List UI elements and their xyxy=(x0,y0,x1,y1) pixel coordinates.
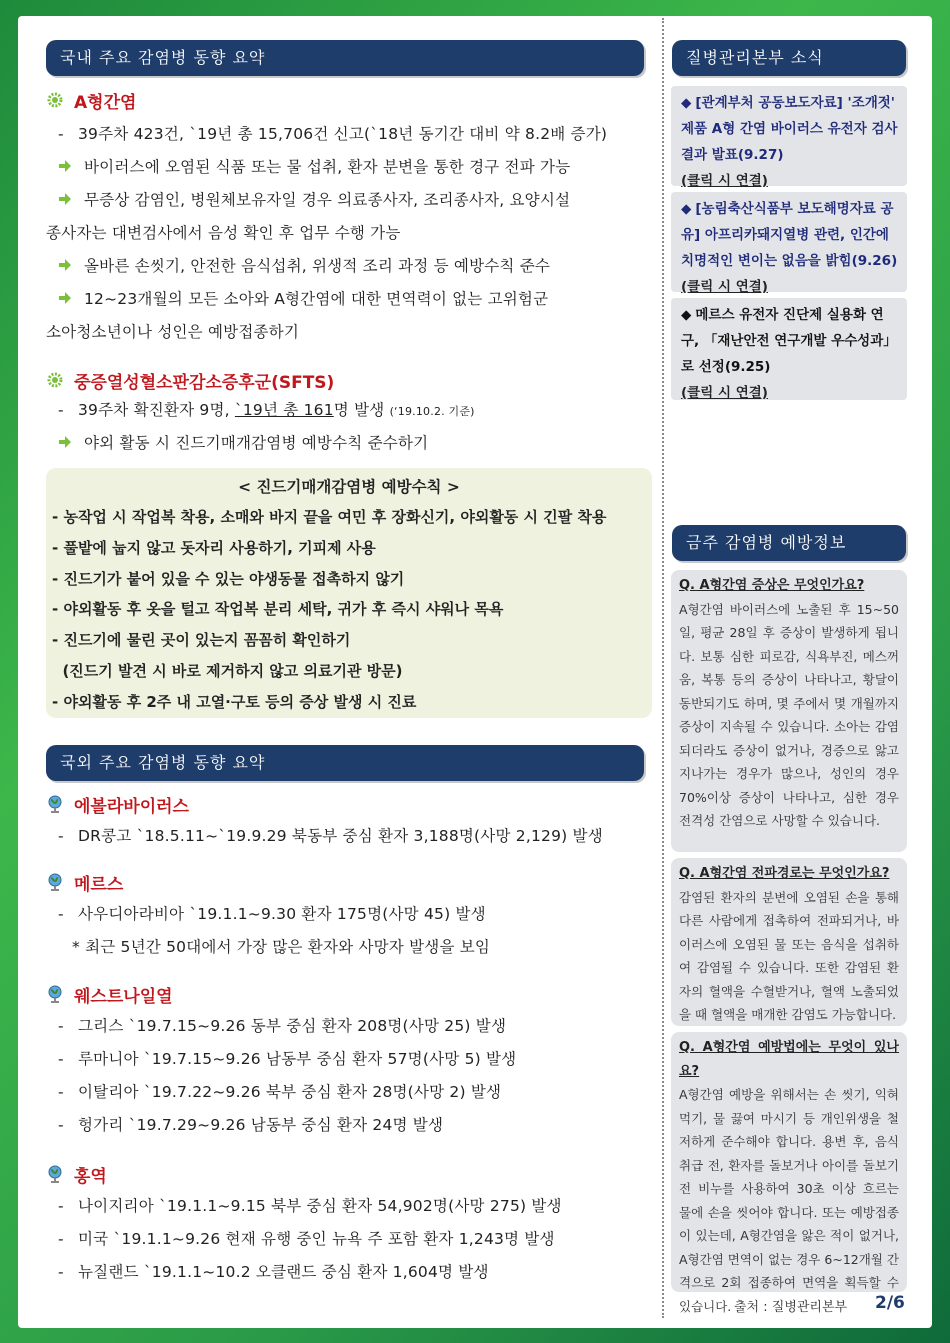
news-item-1[interactable] xyxy=(671,86,907,189)
measles-line-text: 뉴질랜드 `19.1.1~10.2 오클랜드 중심 환자 1,604명 발생 xyxy=(78,1263,489,1281)
mers-line-text: 사우디아라비아 `19.1.1~9.30 환자 175명(사망 45) 발생 xyxy=(78,905,486,923)
hep-a-line-1-text: 39주차 423건, `19년 총 15,706건 신고(`18년 동기간 대비 약 8.2배 증가) xyxy=(78,125,608,143)
westnile-title xyxy=(46,980,652,1008)
hep-a-arrow-2 xyxy=(46,184,652,217)
arrow-right-icon xyxy=(58,258,72,272)
arrow-right-icon xyxy=(58,435,72,449)
westnile-section xyxy=(46,980,652,1142)
tick-rule-item: - 진드기가 붙어 있을 수 있는 야생동물 접촉하지 않기 xyxy=(52,569,405,588)
hep-a-arrow-2-cont: 종사자는 대변검사에서 음성 확인 후 업무 수행 가능 xyxy=(46,224,401,242)
sfts-title xyxy=(46,366,652,394)
ebola-line-text: DR콩고 `18.5.11~`19.9.29 북동부 중심 환자 3,188명(사망 2,129) 발생 xyxy=(78,827,603,845)
tick-rule-item: - 농작업 시 작업복 착용, 소매와 바지 끝을 여민 후 장화신기, 야외활동 시 긴팔 착용 xyxy=(52,508,607,526)
sfts-section xyxy=(46,366,652,460)
qa-answer: A형간염 바이러스에 노출된 후 15~50일, 평균 28일 후 증상이 발생하게 됩니다. 보통 심한 피로감, 식욕부진, 메스꺼움, 복통 등의 증상이 나타나고, 황달이 동반되기도 하며, 몇 주에서 몇 개월까지 증상이 지속될 수 있습니다. 소아는 감염되더라도 증상이 없거나, 경증으로 앓고 지나가는 경우가 많으나, 성인의 경우 70%이상 증상이 나타나고, 심한 경우 전격성 간염으로 사망할 수 있습니다. xyxy=(679,601,899,828)
gear-icon xyxy=(46,371,64,389)
tick-rule-item: (진드기 발견 시 바로 제거하지 않고 의료기관 방문) xyxy=(52,661,403,680)
qa-question: Q. A형간염 예방법에는 무엇이 있나요? xyxy=(679,1040,899,1079)
westnile-line-text: 이탈리아 `19.7.22~9.26 북부 중심 환자 28명(사망 2) 발생 xyxy=(78,1083,502,1101)
hep-a-section xyxy=(46,86,652,349)
qa-answer: 감염된 환자의 분변에 오염된 손을 통해 다른 사람에게 접촉하여 전파되거나, 바이러스에 오염된 물 또는 음식을 섭취하여 감염될 수 있습니다. 또한 감염된 환자의 혈액을 수혈받거나, 혈액 노출되었을 때 혈액을 매개한 감염도 가능합니다. xyxy=(679,889,899,1022)
tick-rule-item: - 야외활동 후 옷을 털고 작업복 분리 세탁, 귀가 후 즉시 샤워나 목욕 xyxy=(52,600,504,619)
globe-icon xyxy=(46,985,64,1003)
westnile-line-text: 헝가리 `19.7.29~9.26 남동부 중심 환자 24명 발생 xyxy=(78,1116,444,1134)
hep-a-arrow-1-text: 바이러스에 오염된 식품 또는 물 섭취, 환자 분변을 통한 경구 전파 가능 xyxy=(84,158,571,176)
westnile-line-text: 그리스 `19.7.15~9.26 동부 중심 환자 208명(사망 25) 발생 xyxy=(78,1017,507,1035)
globe-icon xyxy=(46,873,64,891)
qa-question: Q. A형간염 증상은 무엇인가요? xyxy=(679,578,865,593)
measles-line-text: 나이지리아 `19.1.1~9.15 북부 중심 환자 54,902명(사망 275) 발생 xyxy=(78,1197,562,1215)
westnile-line: - 루마니아 `19.7.15~9.26 남동부 중심 환자 57명(사망 5) 발생 xyxy=(58,1050,517,1068)
diamond-bullet-icon: ◆ xyxy=(681,95,692,111)
tick-rule-item: - 풀밭에 눕지 않고 돗자리 사용하기, 기피제 사용 xyxy=(52,538,376,557)
sfts-line-1-underlined: `19년 총 161 xyxy=(234,401,334,419)
globe-icon xyxy=(46,795,64,813)
news-link[interactable]: (클릭 시 연결) xyxy=(681,279,768,295)
measles-section xyxy=(46,1160,652,1289)
tick-rule-item: - 진드기에 물린 곳이 있는지 꼼꼼히 확인하기 xyxy=(52,631,351,650)
column-divider xyxy=(662,18,664,1318)
news-header: 질병관리본부 소식 xyxy=(672,40,906,76)
overseas-header: 국외 주요 감염병 동향 요약 xyxy=(46,745,644,781)
hep-a-arrow-2-text: 무증상 감염인, 병원체보유자일 경우 의료종사자, 조리종사자, 요양시설 xyxy=(84,191,571,209)
mers-title-text: 메르스 xyxy=(74,874,124,895)
hep-a-line-1: - 39주차 423건, `19년 총 15,706건 신고(`18년 동기간 대비 약 8.2배 증가) xyxy=(58,125,608,143)
qa-card-1 xyxy=(671,570,907,852)
measles-line-text: 미국 `19.1.1~9.26 현재 유행 중인 뉴욕 주 포함 환자 1,243명 발생 xyxy=(78,1230,555,1248)
hep-a-arrow-4-cont: 소아청소년이나 성인은 예방접종하기 xyxy=(46,323,300,341)
source-footer: 출처 : 질병관리본부 xyxy=(734,1300,848,1315)
qa-question: Q. A형간염 전파경로는 무엇인가요? xyxy=(679,866,890,881)
ebola-title xyxy=(46,790,652,818)
hep-a-title xyxy=(46,86,652,114)
mers-line: - 사우디아라비아 `19.1.1~9.30 환자 175명(사망 45) 발생 xyxy=(58,905,486,923)
news-item-2[interactable] xyxy=(671,192,907,295)
measles-line: - 뉴질랜드 `19.1.1~10.2 오클랜드 중심 환자 1,604명 발생 xyxy=(58,1263,489,1281)
westnile-line: - 헝가리 `19.7.29~9.26 남동부 중심 환자 24명 발생 xyxy=(58,1116,444,1134)
mers-section xyxy=(46,868,652,964)
tick-rule-item: - 야외활동 후 2주 내 고열·구토 등의 증상 발생 시 진료 xyxy=(52,692,417,711)
news-item-text: [농림축산식품부 보도해명자료 공유] 아프리카돼지열병 관련, 인간에 치명적인 변이는 없음을 밝힘(9.26) xyxy=(681,201,898,269)
hep-a-arrow-3 xyxy=(46,250,652,283)
news-item-text: 메르스 유전자 진단제 실용화 연구, 「재난안전 연구개발 우수성과」로 선정(9.25) xyxy=(681,307,897,375)
news-item-3[interactable] xyxy=(671,298,907,400)
tick-prevention-box xyxy=(46,468,652,718)
arrow-right-icon xyxy=(58,159,72,173)
arrow-right-icon xyxy=(58,291,72,305)
sfts-line-1: - 39주차 확진환자 9명, `19년 총 161명 발생 (‘19.10.2. 기준) xyxy=(58,401,475,419)
hep-a-arrow-4-text: 12~23개월의 모든 소아와 A형간염에 대한 면역력이 없는 고위험군 xyxy=(84,290,549,308)
domestic-header: 국내 주요 감염병 동향 요약 xyxy=(46,40,644,76)
hep-a-arrow-1 xyxy=(46,151,652,184)
measles-line: - 나이지리아 `19.1.1~9.15 북부 중심 환자 54,902명(사망 275) 발생 xyxy=(58,1197,562,1215)
ebola-line: - DR콩고 `18.5.11~`19.9.29 북동부 중심 환자 3,188명(사망 2,129) 발생 xyxy=(58,827,603,845)
mers-title xyxy=(46,868,652,896)
hep-a-arrow-3-text: 올바른 손씻기, 안전한 음식섭취, 위생적 조리 과정 등 예방수칙 준수 xyxy=(84,257,551,275)
sfts-title-text: 중증열성혈소판감소증후군(SFTS) xyxy=(74,372,335,393)
hep-a-title-text: A형간염 xyxy=(74,92,137,113)
hep-a-arrow-4 xyxy=(46,283,652,316)
sfts-line-1-date: (‘19.10.2. 기준) xyxy=(389,405,475,418)
qa-card-2 xyxy=(671,858,907,1026)
page-number: 2/6 xyxy=(875,1293,905,1313)
sfts-arrow-1 xyxy=(46,427,652,460)
gear-icon xyxy=(46,91,64,109)
prevention-header: 금주 감염병 예방정보 xyxy=(672,525,906,561)
ebola-title-text: 에볼라바이러스 xyxy=(74,796,189,817)
news-link[interactable]: (클릭 시 연결) xyxy=(681,173,768,189)
diamond-bullet-icon: ◆ xyxy=(681,307,692,323)
westnile-line: - 이탈리아 `19.7.22~9.26 북부 중심 환자 28명(사망 2) 발생 xyxy=(58,1083,502,1101)
westnile-line-text: 루마니아 `19.7.15~9.26 남동부 중심 환자 57명(사망 5) 발생 xyxy=(78,1050,517,1068)
diamond-bullet-icon: ◆ xyxy=(681,201,692,217)
measles-line: - 미국 `19.1.1~9.26 현재 유행 중인 뉴욕 주 포함 환자 1,243명 발생 xyxy=(58,1230,555,1248)
measles-title xyxy=(46,1160,652,1188)
westnile-title-text: 웨스트나일열 xyxy=(74,986,173,1007)
globe-icon xyxy=(46,1165,64,1183)
arrow-right-icon xyxy=(58,192,72,206)
sfts-line-1-post: 명 발생 xyxy=(333,401,385,419)
news-link[interactable]: (클릭 시 연결) xyxy=(681,385,768,401)
sfts-line-1-pre: 39주차 확진환자 9명, xyxy=(78,401,235,419)
sfts-arrow-1-text: 야외 활동 시 진드기매개감염병 예방수칙 준수하기 xyxy=(84,434,429,452)
qa-answer: A형간염 예방을 위해서는 손 씻기, 익혀먹기, 물 끓여 마시기 등 개인위생을 철저하게 준수해야 합니다. 용변 후, 음식 취급 전, 환자를 돌보거나 아이를 돌보기 전 비누를 사용하여 30초 이상 흐르는 물에 손을 씻어야 합니다. 또는 예방접종이 있는데, A형간염을 앓은 적이 없거나, A형간염 면역이 없는 경우 6~12개월 간격으로 2회 접종하여 면역을 획득할 수 있습니다. xyxy=(679,1087,899,1314)
westnile-line: - 그리스 `19.7.15~9.26 동부 중심 환자 208명(사망 25) 발생 xyxy=(58,1017,507,1035)
measles-title-text: 홍역 xyxy=(74,1166,107,1187)
tick-prevention-title: < 진드기매개감염병 예방수칙 > xyxy=(238,478,460,496)
ebola-section xyxy=(46,790,652,853)
mers-note: * 최근 5년간 50대에서 가장 많은 환자와 사망자 발생을 보임 xyxy=(72,938,491,956)
news-item-text: [관계부처 공동보도자료] '조개젓' 제품 A형 간염 바이러스 유전자 검사 결과 발표(9.27) xyxy=(681,95,898,163)
